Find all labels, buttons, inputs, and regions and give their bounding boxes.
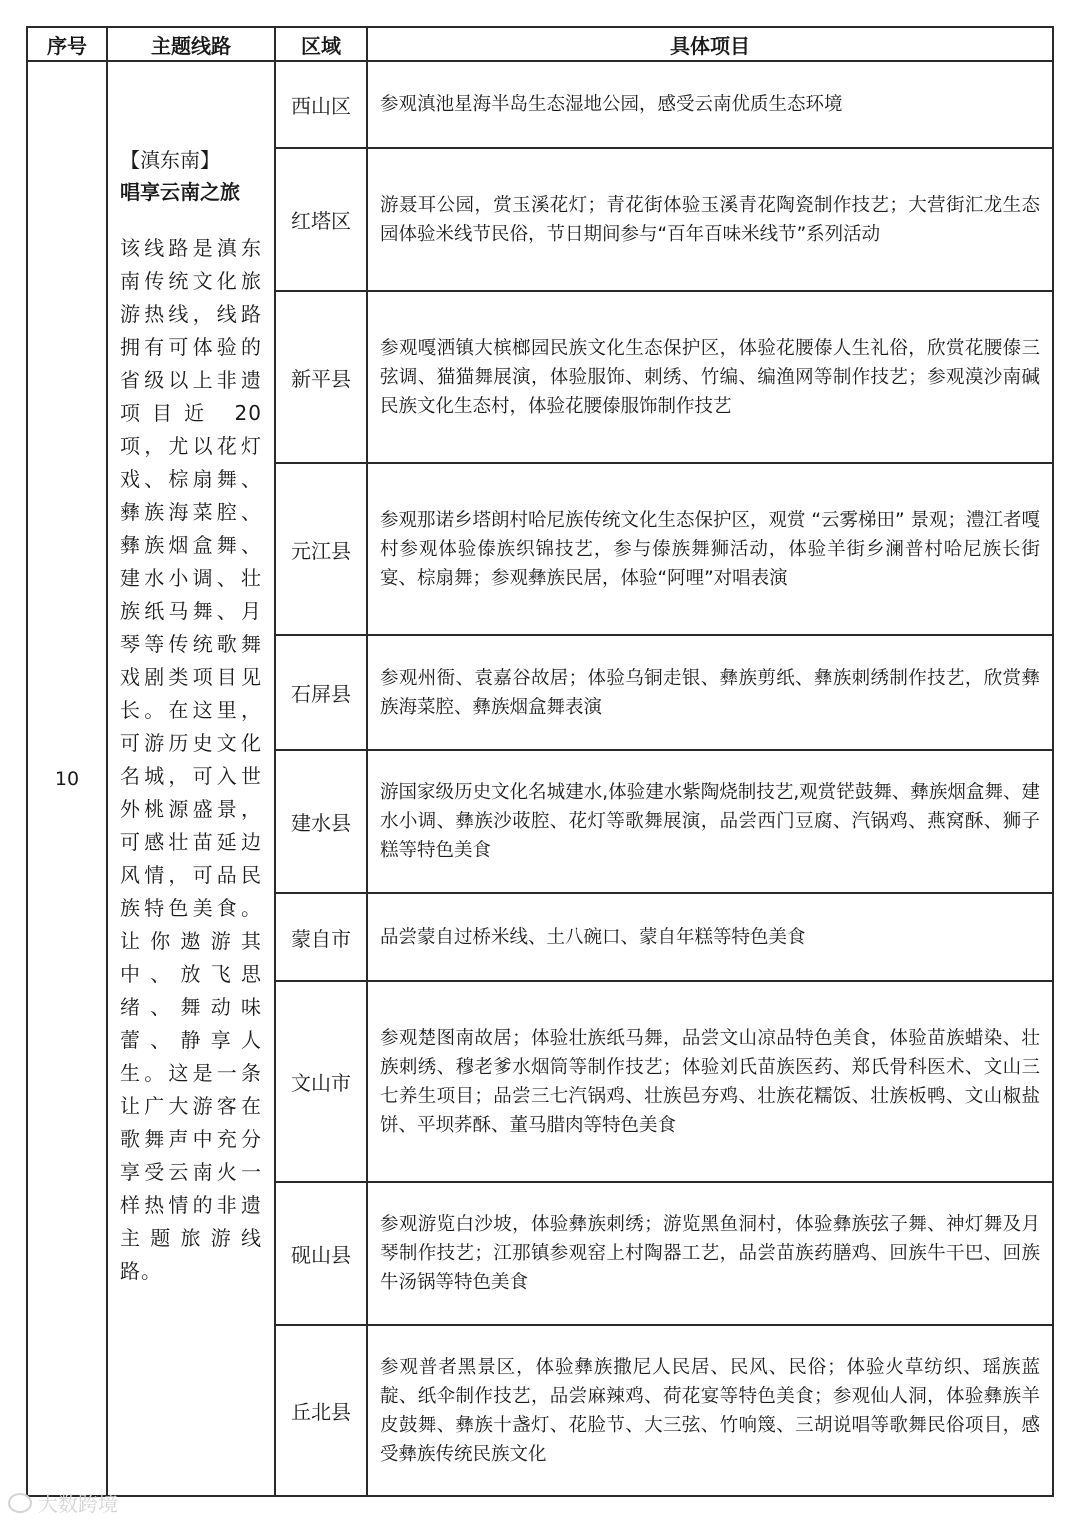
items-cell: 参观普者黑景区，体验彝族撒尼人民居、民风、民俗；体验火草纺织、瑶族蓝靛、纸伞制作技艺，品尝麻辣鸡、荷花宴等特色美食；参观仙人洞，体验彝族羊皮鼓舞、彝族十盏灯、花脸节、大三弦、竹响篾、三胡说唱等歌舞民俗项目，感受彝族传统民族文化 [367,1325,1053,1496]
area-cell: 砚山县 [275,1182,367,1325]
area-cell: 蒙自市 [275,893,367,981]
items-cell: 游国家级历史文化名城建水,体验建水紫陶烧制技艺,观赏铓鼓舞、彝族烟盒舞、建水小调、彝族沙荍腔、花灯等歌舞展演，品尝西门豆腐、汽锅鸡、燕窝酥、狮子糕等特色美食 [367,750,1053,893]
items-cell: 品尝蒙自过桥米线、土八碗口、蒙自年糕等特色美食 [367,893,1053,981]
items-cell: 参观那诺乡塔朗村哈尼族传统文化生态保护区，观赏 “云雾梯田” 景观；澧江者嘎村参观体验傣族织锦技艺，参与傣族舞狮活动，体验羊街乡澜普村哈尼族长街宴、棕扇舞；参观彝族民居，体验“阿哩”对唱表演 [367,463,1053,635]
area-cell: 丘北县 [275,1325,367,1496]
items-cell: 参观嘎洒镇大槟榔园民族文化生态保护区，体验花腰傣人生礼俗，欣赏花腰傣三弦调、猫猫舞展演，体验服饰、刺绣、竹编、编渔网等制作技艺；参观漠沙南碱民族文化生态村，体验花腰傣服饰制作技艺 [367,291,1053,463]
theme-cell [107,61,275,1496]
header-items: 具体项目 [367,27,1053,61]
table-row [27,61,1053,148]
area-cell: 红塔区 [275,148,367,291]
items-cell: 参观滇池星海半岛生态湿地公园，感受云南优质生态环境 [367,61,1053,148]
route-table [26,26,1054,1497]
watermark [8,1488,118,1517]
theme-tag: 【滇东南】 [120,148,220,172]
header-area: 区域 [275,27,367,61]
area-cell: 文山市 [275,981,367,1182]
area-cell: 西山区 [275,61,367,148]
header-no: 序号 [27,27,107,61]
area-cell: 建水县 [275,750,367,893]
watermark-text: 大数跨境 [38,1492,118,1516]
header-row [27,27,1053,61]
header-theme: 主题线路 [107,27,275,61]
items-cell: 参观州衙、袁嘉谷故居；体验乌铜走银、彝族剪纸、彝族刺绣制作技艺，欣赏彝族海菜腔、彝族烟盒舞表演 [367,635,1053,750]
route-number: 10 [27,61,107,1496]
items-cell: 游聂耳公园，赏玉溪花灯；青花街体验玉溪青花陶瓷制作技艺；大营街汇龙生态园体验米线节民俗，节日期间参与“百年百味米线节”系列活动 [367,148,1053,291]
items-cell: 参观楚图南故居；体验壮族纸马舞，品尝文山凉品特色美食，体验苗族蜡染、壮族刺绣、穆老爹水烟筒等制作技艺；体验刘氏苗族医药、郑氏骨科医术、文山三七养生项目；品尝三七汽锅鸡、壮族邑夯鸡、壮族花糯饭、壮族板鸭、文山椒盐饼、平坝荞酥、董马腊肉等特色美食 [367,981,1053,1182]
theme-title: 唱享云南之旅 [120,180,240,204]
area-cell: 新平县 [275,291,367,463]
area-cell: 石屏县 [275,635,367,750]
logo-icon [8,1493,32,1513]
area-cell: 元江县 [275,463,367,635]
theme-description: 该线路是滇东南传统文化旅游热线，线路拥有可体验的省级以上非遗项目近 20 项，尤以花灯戏、棕扇舞、彝族海菜腔、彝族烟盒舞、建水小调、壮族纸马舞、月琴等传统歌舞戏剧类项目见长。在这里，可游历史文化名城，可入世外桃源盛景，可感壮苗延边风情，可品民族特色美食。让你遨游其中、放飞思绪、舞动味蕾、静享人生。这是一条让广大游客在歌舞声中充分享受云南火一样热情的非遗主题旅游线路。 [120,236,262,1283]
items-cell: 参观游览白沙坡，体验彝族刺绣；游览黑鱼洞村，体验彝族弦子舞、神灯舞及月琴制作技艺；江那镇参观窑上村陶器工艺，品尝苗族药膳鸡、回族牛干巴、回族牛汤锅等特色美食 [367,1182,1053,1325]
